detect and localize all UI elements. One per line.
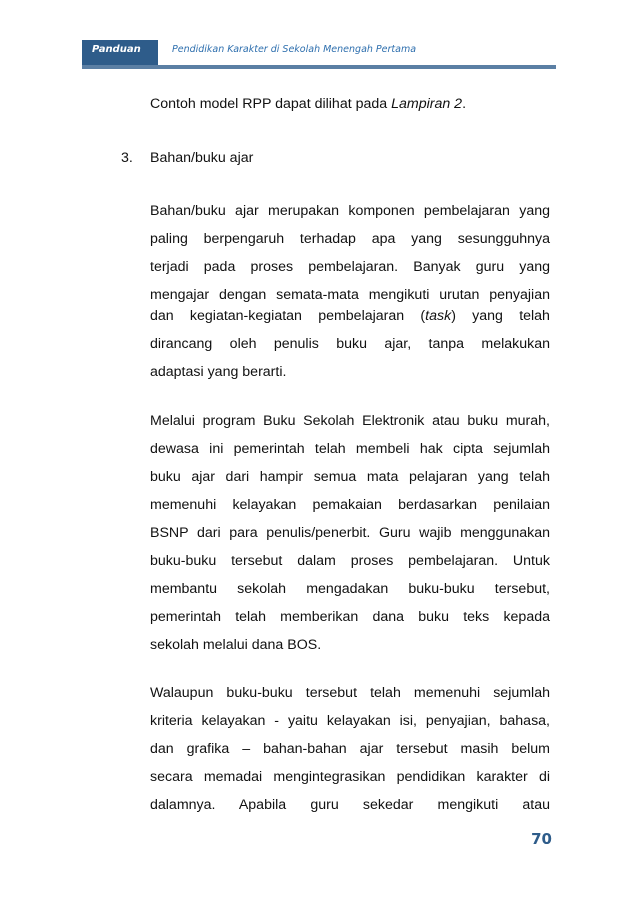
- p1-word: (task): [420, 308, 456, 324]
- intro-italic: Lampiran 2: [391, 96, 463, 112]
- paragraph2-line: pemerintah telah memberikan dana buku teks kepada: [150, 609, 550, 625]
- paragraph2-line: buku-buku tersebut dalam proses pembelajaran. Untuk: [150, 553, 550, 569]
- section-number: 3.: [121, 150, 133, 166]
- header-title: Pendidikan Karakter di Sekolah Menengah Pertama: [172, 44, 417, 55]
- paragraph3-line: Walaupun buku-buku tersebut telah memenuhi sejumlah: [150, 685, 550, 701]
- paragraph1-line: Bahan/buku ajar merupakan komponen pembelajaran yang: [150, 203, 550, 219]
- paragraph1-line: mengajar dengan semata-mata mengikuti urutan penyajian: [150, 287, 550, 303]
- p1-word: dan: [150, 308, 174, 324]
- p1-word: pembelajaran: [318, 308, 405, 324]
- paragraph1-line: paling berpengaruh terhadap apa yang sesungguhnya: [150, 231, 550, 247]
- p1-word: telah: [519, 308, 550, 324]
- header-rule: [82, 65, 556, 69]
- header-tab-label: Panduan: [82, 40, 158, 65]
- paragraph3-line: dan grafika – bahan-bahan ajar tersebut masih belum: [150, 741, 550, 757]
- paragraph2-line: memenuhi kelayakan pemakaian berdasarkan penilaian: [150, 497, 550, 513]
- paragraph1-line: [150, 307, 550, 325]
- paragraph2-line: Melalui program Buku Sekolah Elektronik atau buku murah,: [150, 413, 550, 429]
- paragraph3-line: secara memadai mengintegrasikan pendidikan karakter di: [150, 769, 550, 785]
- page-header: [0, 0, 638, 70]
- paragraph2-line: buku ajar dari hampir semua mata pelajaran yang telah: [150, 469, 550, 485]
- paragraph1-line: terjadi pada proses pembelajaran. Banyak guru yang: [150, 259, 550, 275]
- intro-text-end: .: [462, 96, 467, 112]
- p1-word: yang: [472, 308, 503, 324]
- paragraph2-line: sekolah melalui dana BOS.: [150, 637, 322, 653]
- intro-text: Contoh model RPP dapat dilihat pada: [150, 96, 392, 112]
- paragraph2-line: membantu sekolah mengadakan buku-buku tersebut,: [150, 581, 550, 597]
- page-number: 70: [531, 830, 552, 848]
- intro-line: [150, 95, 550, 113]
- paragraph3-line: kriteria kelayakan - yaitu kelayakan isi, penyajian, bahasa,: [150, 713, 550, 729]
- paragraph3-line: dalamnya. Apabila guru sekedar mengikuti atau: [150, 797, 550, 813]
- paragraph1-line: dirancang oleh penulis buku ajar, tanpa melakukan: [150, 336, 550, 352]
- paragraph1-line: adaptasi yang berarti.: [150, 364, 287, 380]
- section-title: Bahan/buku ajar: [150, 150, 254, 166]
- paragraph2-line: dewasa ini pemerintah telah membeli hak cipta sejumlah: [150, 441, 550, 457]
- paragraph2-line: BSNP dari para penulis/penerbit. Guru wajib menggunakan: [150, 525, 550, 541]
- p1-word: kegiatan-kegiatan: [189, 308, 302, 324]
